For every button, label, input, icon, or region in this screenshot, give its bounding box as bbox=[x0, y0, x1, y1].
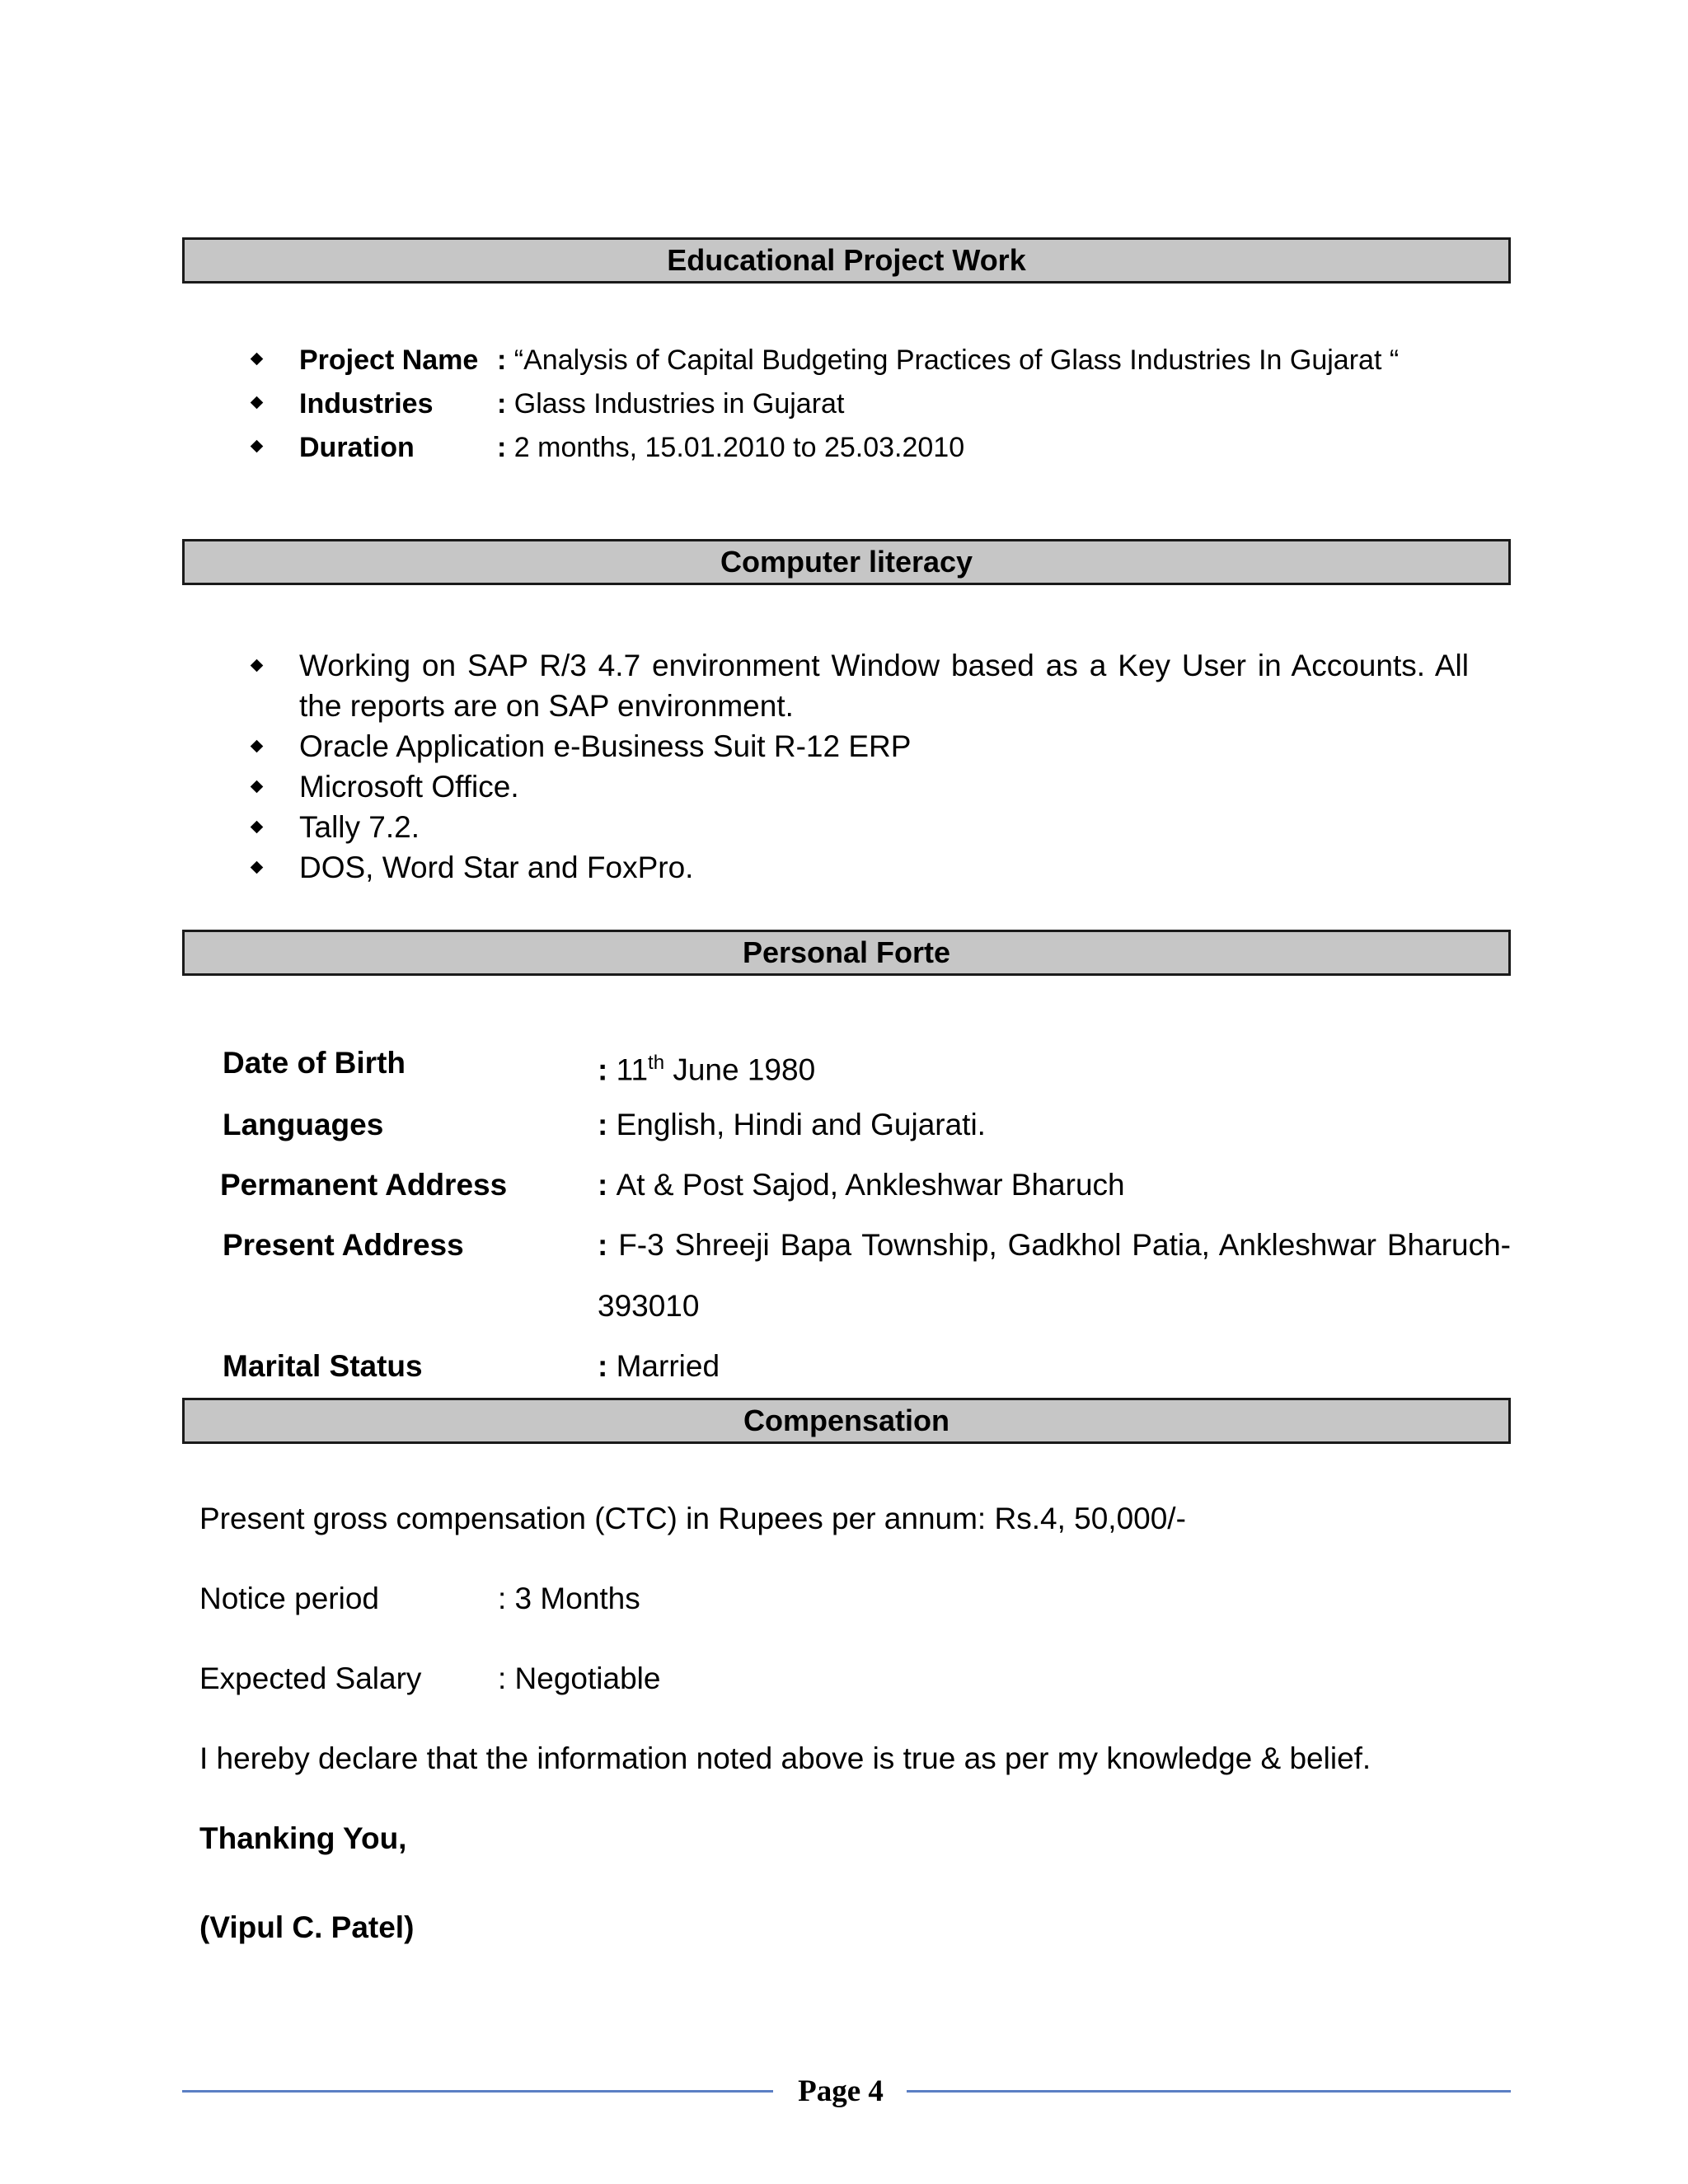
list-item bbox=[247, 645, 1469, 726]
section-header-compensation bbox=[182, 1398, 1511, 1444]
project-details-list bbox=[247, 339, 1399, 470]
languages-value: English, Hindi and Gujarati. bbox=[616, 1108, 986, 1141]
footer-rule-left bbox=[182, 2090, 773, 2093]
list-item bbox=[247, 766, 1469, 807]
skill-text: Microsoft Office. bbox=[299, 770, 519, 804]
languages-row: Languages : English, Hindi and Gujarati. bbox=[223, 1094, 1511, 1155]
dob-rest: June 1980 bbox=[664, 1052, 816, 1087]
permanent-address-row: Permanent Address : At & Post Sajod, Ankleshwar Bharuch bbox=[220, 1155, 1511, 1216]
diamond-bullet-icon bbox=[251, 659, 264, 673]
marital-status-label: Marital Status bbox=[223, 1349, 423, 1383]
marital-status-row: Marital Status : Married bbox=[223, 1336, 1511, 1397]
section-title: Personal Forte bbox=[742, 935, 951, 969]
section-header-computer bbox=[182, 539, 1511, 585]
languages-label: Languages bbox=[223, 1108, 384, 1141]
skill-text: Oracle Application e-Business Suit R-12 ERP bbox=[299, 729, 912, 763]
permanent-address-value: At & Post Sajod, Ankleshwar Bharuch bbox=[616, 1168, 1125, 1202]
project-name-value: “Analysis of Capital Budgeting Practices of Glass Industries In Gujarat “ bbox=[513, 344, 1400, 376]
diamond-bullet-icon bbox=[251, 440, 264, 453]
project-name-label: Project Name bbox=[299, 344, 479, 376]
declaration-text: I hereby declare that the information noted above is true as per my knowledge & belief. bbox=[199, 1741, 1372, 1775]
list-item: Duration : 2 months, 15.01.2010 to 25.03.2010 bbox=[247, 426, 1399, 470]
section-header-project bbox=[182, 237, 1511, 284]
list-item bbox=[247, 807, 1469, 847]
dob-suffix: th bbox=[648, 1052, 665, 1074]
section-title: Computer literacy bbox=[720, 545, 973, 579]
notice-period-value: : 3 Months bbox=[498, 1582, 640, 1615]
present-address-value: F-3 Shreeji Bapa Township, Gadkhol Patia, Ankleshwar Bharuch- bbox=[618, 1228, 1512, 1262]
duration-label: Duration bbox=[299, 432, 415, 463]
list-item: Project Name : “Analysis of Capital Budgeting Practices of Glass Industries In Gujarat “ bbox=[247, 339, 1399, 382]
duration-value: 2 months, 15.01.2010 to 25.03.2010 bbox=[513, 432, 965, 463]
expected-salary-value: : Negotiable bbox=[498, 1661, 661, 1695]
notice-period-row bbox=[199, 1578, 640, 1619]
section-header-personal bbox=[182, 930, 1511, 976]
diamond-bullet-icon bbox=[251, 821, 264, 834]
marital-status-value: Married bbox=[616, 1349, 720, 1383]
expected-salary-row bbox=[199, 1658, 660, 1699]
list-item bbox=[247, 847, 1469, 888]
dob-day: 11 bbox=[616, 1052, 649, 1087]
diamond-bullet-icon bbox=[251, 353, 264, 366]
industries-value: Glass Industries in Gujarat bbox=[513, 388, 845, 419]
dob-row: Date of Birth : 11th June 1980 bbox=[223, 1033, 1511, 1100]
skill-text: Tally 7.2. bbox=[299, 810, 420, 844]
skill-text: DOS, Word Star and FoxPro. bbox=[299, 851, 694, 884]
present-address-label: Present Address bbox=[223, 1228, 464, 1262]
footer-rule-right bbox=[907, 2090, 1511, 2093]
list-item: Industries : Glass Industries in Gujarat bbox=[247, 382, 1399, 426]
page-number: Page 4 bbox=[798, 2074, 884, 2108]
section-title: Compensation bbox=[743, 1404, 950, 1437]
diamond-bullet-icon bbox=[251, 780, 264, 794]
skill-text: Working on SAP R/3 4.7 environment Window based as a Key User in Accounts. All the reports are on SAP environment. bbox=[299, 649, 1469, 723]
expected-salary-label: Expected Salary bbox=[199, 1661, 422, 1695]
list-item bbox=[247, 726, 1469, 766]
computer-skills-list bbox=[247, 645, 1469, 888]
present-address-row-2 bbox=[223, 1276, 1511, 1337]
notice-period-label: Notice period bbox=[199, 1582, 380, 1615]
diamond-bullet-icon bbox=[251, 740, 264, 753]
thanking-text: Thanking You, bbox=[199, 1821, 407, 1855]
section-title: Educational Project Work bbox=[667, 243, 1026, 277]
industries-label: Industries bbox=[299, 388, 434, 419]
present-address-value-2: 393010 bbox=[598, 1289, 700, 1323]
diamond-bullet-icon bbox=[251, 396, 264, 410]
present-address-row: Present Address : F-3 Shreeji Bapa Township, Gadkhol Patia, Ankleshwar Bharuch- bbox=[223, 1215, 1511, 1276]
ctc-line: Present gross compensation (CTC) in Rupees per annum: Rs.4, 50,000/- bbox=[199, 1502, 1186, 1535]
diamond-bullet-icon bbox=[251, 861, 264, 874]
dob-label: Date of Birth bbox=[223, 1046, 406, 1080]
permanent-address-label: Permanent Address bbox=[220, 1168, 508, 1202]
signature-name: (Vipul C. Patel) bbox=[199, 1910, 415, 1944]
